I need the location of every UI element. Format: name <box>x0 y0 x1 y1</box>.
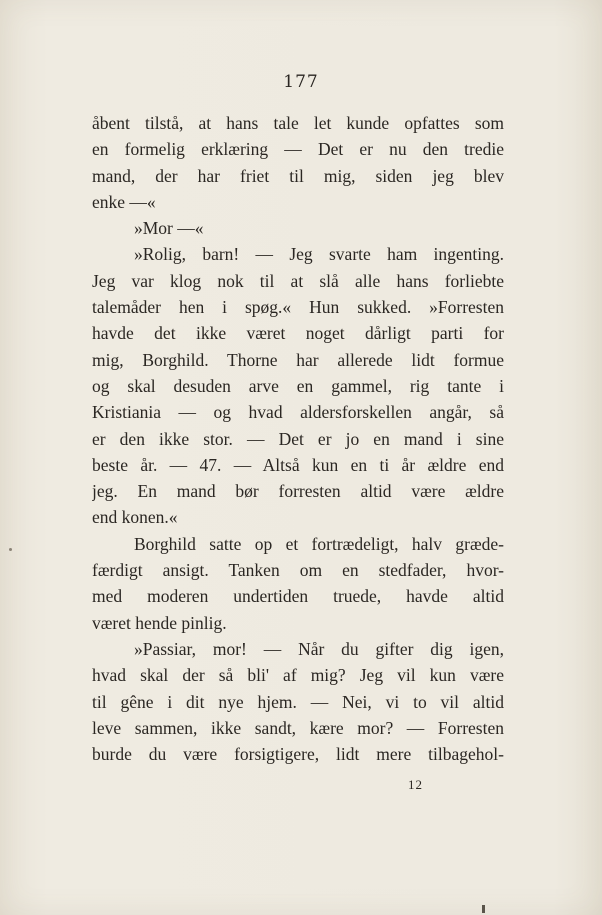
text-line: havde det ikke været noget dårligt parti for <box>92 323 504 344</box>
text-line: til gêne i dit nye hjem. — Nei, vi to vil altid <box>92 691 504 712</box>
text-line: Kristiania — og hvad aldersforskellen angår, så <box>92 402 504 423</box>
text-line: er den ikke stor. — Det er jo en mand i sine <box>92 428 504 449</box>
text-line: burde du være forsigtigere, lidt mere tilbagehol- <box>92 744 504 765</box>
page-number: 177 <box>283 72 319 92</box>
text-line: »Mor —« <box>134 218 204 239</box>
text-line: hvad skal der så bli' af mig? Jeg vil kun være <box>92 665 504 686</box>
text-line: og skal desuden arve en gammel, rig tante i <box>92 375 504 396</box>
text-line: Borghild satte op et fortrædeligt, halv græde- <box>134 533 504 554</box>
signature-mark: 12 <box>408 777 423 792</box>
text-line: mig, Borghild. Thorne har allerede lidt formue <box>92 349 504 370</box>
paper-speck <box>9 548 12 551</box>
text-line: »Passiar, mor! — Når du gifter dig igen, <box>134 638 504 659</box>
text-line: været hende pinlig. <box>92 612 227 633</box>
text-line: med moderen undertiden truede, havde altid <box>92 586 504 607</box>
body-text <box>92 110 504 767</box>
text-line: en formelig erklæring — Det er nu den tredie <box>92 139 504 160</box>
text-line: Jeg var klog nok til at slå alle hans forliebte <box>92 270 504 291</box>
text-line: »Rolig, barn! — Jeg svarte ham ingenting. <box>134 244 504 265</box>
text-line: færdigt ansigt. Tanken om en stedfader, hvor- <box>92 560 504 581</box>
text-line: mand, der har friet til mig, siden jeg blev <box>92 165 504 186</box>
text-line: enke —« <box>92 191 156 212</box>
text-line: leve sammen, ikke sandt, kære mor? — Forresten <box>92 717 504 738</box>
text-line: beste år. — 47. — Altså kun en ti år ældre end <box>92 454 504 475</box>
text-line: åbent tilstå, at hans tale let kunde opfattes som <box>92 113 504 133</box>
paper-mark <box>482 905 485 913</box>
text-line: end konen.« <box>92 507 178 528</box>
text-line: jeg. En mand bør forresten altid være ældre <box>92 481 504 502</box>
text-line: talemåder hen i spøg.« Hun sukked. »Forresten <box>92 297 504 318</box>
